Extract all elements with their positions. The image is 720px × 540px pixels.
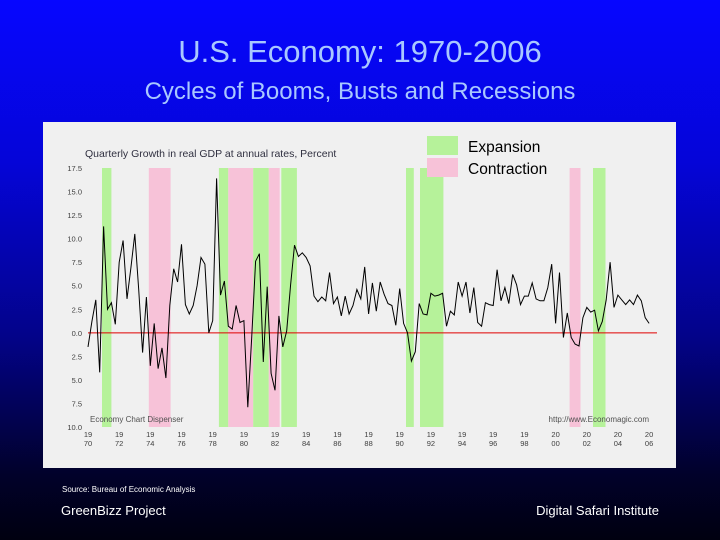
y-tick-label: 10.0 <box>67 423 82 432</box>
gdp-growth-series <box>88 178 649 407</box>
chart-watermark-left: Economy Chart Dispenser <box>90 415 184 424</box>
source-note: Source: Bureau of Economic Analysis <box>62 485 196 494</box>
gdp-growth-chart <box>43 122 676 468</box>
x-tick-label: 19 90 <box>395 430 404 448</box>
y-tick-label: 0.0 <box>71 328 82 338</box>
x-tick-label: 19 96 <box>489 430 498 448</box>
legend-label-expansion: Expansion <box>468 139 541 156</box>
expansion-period-band-8 <box>420 168 443 427</box>
legend-swatch-expansion <box>427 136 458 155</box>
contraction-period-band-9 <box>570 168 581 427</box>
chart-watermark-right: http://www.Economagic.com <box>548 415 649 424</box>
y-tick-label: 7.5 <box>71 399 82 409</box>
y-tick-label: 2.5 <box>71 352 82 362</box>
footer-right: Digital Safari Institute <box>536 503 659 518</box>
y-tick-label: 15.0 <box>67 187 82 197</box>
y-tick-label: 17.5 <box>67 164 82 173</box>
x-tick-label: 19 74 <box>146 430 155 448</box>
x-tick-label: 19 82 <box>270 430 280 448</box>
x-tick-label: 19 94 <box>457 430 467 448</box>
expansion-period-band-7 <box>406 168 414 427</box>
x-tick-label: 19 86 <box>333 430 342 448</box>
y-tick-label: 5.0 <box>71 281 82 291</box>
chart-panel <box>43 122 676 468</box>
contraction-period-band-1 <box>149 168 171 427</box>
slide-title: U.S. Economy: 1970-2006 <box>178 34 542 69</box>
x-tick-label: 19 92 <box>426 430 436 448</box>
y-tick-label: 7.5 <box>71 258 82 268</box>
y-tick-label: 5.0 <box>71 375 82 385</box>
x-tick-label: 19 78 <box>208 430 217 448</box>
x-tick-label: 19 88 <box>364 430 373 448</box>
x-tick-label: 19 98 <box>520 430 529 448</box>
legend-label-contraction: Contraction <box>468 161 548 178</box>
x-tick-label: 19 72 <box>115 430 124 448</box>
x-tick-label: 19 70 <box>83 430 93 448</box>
y-tick-label: 12.5 <box>67 211 82 221</box>
expansion-period-band-2 <box>219 168 228 427</box>
chart-title: Quarterly Growth in real GDP at annual rates, Percent <box>85 148 337 160</box>
expansion-period-band-10 <box>593 168 606 427</box>
chart-legend <box>427 136 547 178</box>
x-tick-label: 19 80 <box>239 430 249 448</box>
contraction-period-band-3 <box>228 168 253 427</box>
x-tick-label: 19 84 <box>302 430 311 448</box>
y-tick-label: 2.5 <box>71 305 82 315</box>
y-tick-label: 10.0 <box>67 234 82 244</box>
x-tick-label: 20 00 <box>551 430 560 448</box>
slide-subtitle: Cycles of Booms, Busts and Recessions <box>144 78 576 105</box>
footer-left: GreenBizz Project <box>61 503 166 518</box>
x-tick-label: 20 06 <box>644 430 654 448</box>
x-tick-label: 20 04 <box>613 430 623 448</box>
x-tick-label: 19 76 <box>177 430 186 448</box>
x-tick-label: 20 02 <box>582 430 591 448</box>
legend-swatch-contraction <box>427 158 458 177</box>
